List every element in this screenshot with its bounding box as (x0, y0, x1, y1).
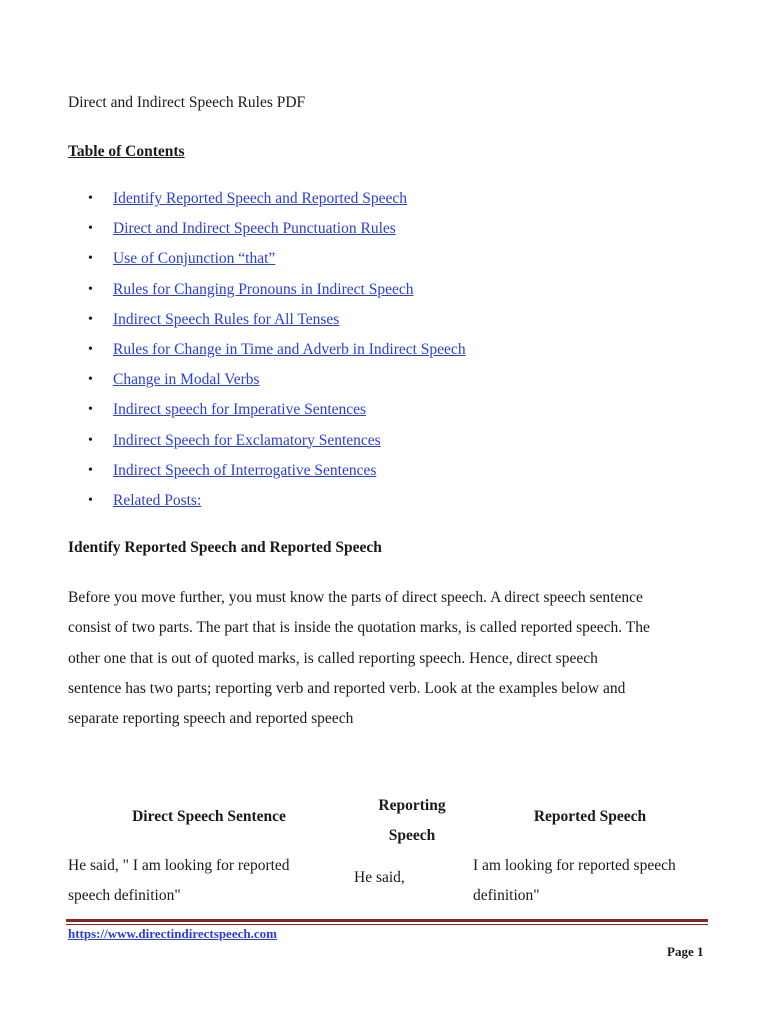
toc-link-all-tenses[interactable]: Indirect Speech Rules for All Tenses (113, 310, 340, 328)
page-number: Page 1 (667, 944, 704, 959)
cell-line: I am looking for reported speech (473, 857, 676, 874)
bullet-icon: • (88, 191, 93, 206)
footer-website-link[interactable]: https://www.directindirectspeech.com (68, 926, 277, 941)
toc-link-conjunction-that[interactable]: Use of Conjunction “that” (113, 250, 276, 268)
body-paragraph (68, 583, 718, 734)
document-title: Direct and Indirect Speech Rules PDF (68, 94, 306, 111)
table-cell-direct-speech (68, 851, 348, 911)
toc-link-modal-verbs[interactable]: Change in Modal Verbs (113, 371, 260, 389)
toc-link-exclamatory-sentences[interactable]: Indirect Speech for Exclamatory Sentences (113, 431, 381, 449)
cell-line: definition" (473, 887, 540, 904)
bullet-icon: • (88, 402, 93, 418)
toc-link-changing-pronouns[interactable]: Rules for Changing Pronouns in Indirect Speech (113, 280, 414, 298)
bullet-icon: • (88, 251, 93, 267)
toc-link-punctuation-rules[interactable]: Direct and Indirect Speech Punctuation Rules (113, 220, 396, 238)
bullet-icon: • (88, 492, 93, 508)
section-heading: Identify Reported Speech and Reported Speech (68, 539, 382, 556)
bullet-icon: • (88, 432, 93, 448)
bullet-icon: • (88, 311, 93, 327)
paragraph-line: consist of two parts. The part that is inside the quotation marks, is called reported speech. The (68, 619, 650, 637)
bullet-icon: • (88, 341, 93, 357)
column-header-reported-speech: Reported Speech (533, 808, 647, 825)
bullet-icon: • (88, 462, 93, 478)
footer-divider (66, 924, 708, 925)
bullet-icon: • (88, 221, 93, 237)
toc-link-imperative-sentences[interactable]: Indirect speech for Imperative Sentences (113, 401, 367, 419)
toc-link-related-posts[interactable]: Related Posts: (113, 491, 202, 509)
column-header-line: Reporting (378, 797, 446, 814)
bullet-icon: • (88, 281, 93, 297)
table-cell-reported-speech (473, 851, 709, 911)
paragraph-line: separate reporting speech and reported speech (68, 710, 354, 728)
cell-line: He said, " I am looking for reported (68, 857, 290, 874)
paragraph-line: sentence has two parts; reporting verb and reported verb. Look at the examples below and (68, 679, 626, 697)
paragraph-line: other one that is out of quoted marks, is called reporting speech. Hence, direct speech (68, 649, 598, 667)
toc-link-time-and-adverb[interactable]: Rules for Change in Time and Adverb in Indirect Speech (113, 340, 466, 358)
column-header-direct-speech: Direct Speech Sentence (132, 808, 286, 825)
footer-divider (66, 919, 708, 922)
table-cell-reporting-speech: He said, (354, 869, 405, 886)
toc-link-identify-reported-speech[interactable]: Identify Reported Speech and Reported Speech (113, 190, 407, 207)
toc-heading: Table of Contents (68, 143, 185, 160)
paragraph-line: Before you move further, you must know the parts of direct speech. A direct speech sentence (68, 589, 643, 606)
bullet-icon: • (88, 372, 93, 388)
column-header-reporting-speech (352, 791, 472, 851)
toc-link-interrogative-sentences[interactable]: Indirect Speech of Interrogative Sentences (113, 461, 377, 479)
column-header-line: Speech (388, 827, 436, 844)
cell-line: speech definition" (68, 887, 181, 904)
